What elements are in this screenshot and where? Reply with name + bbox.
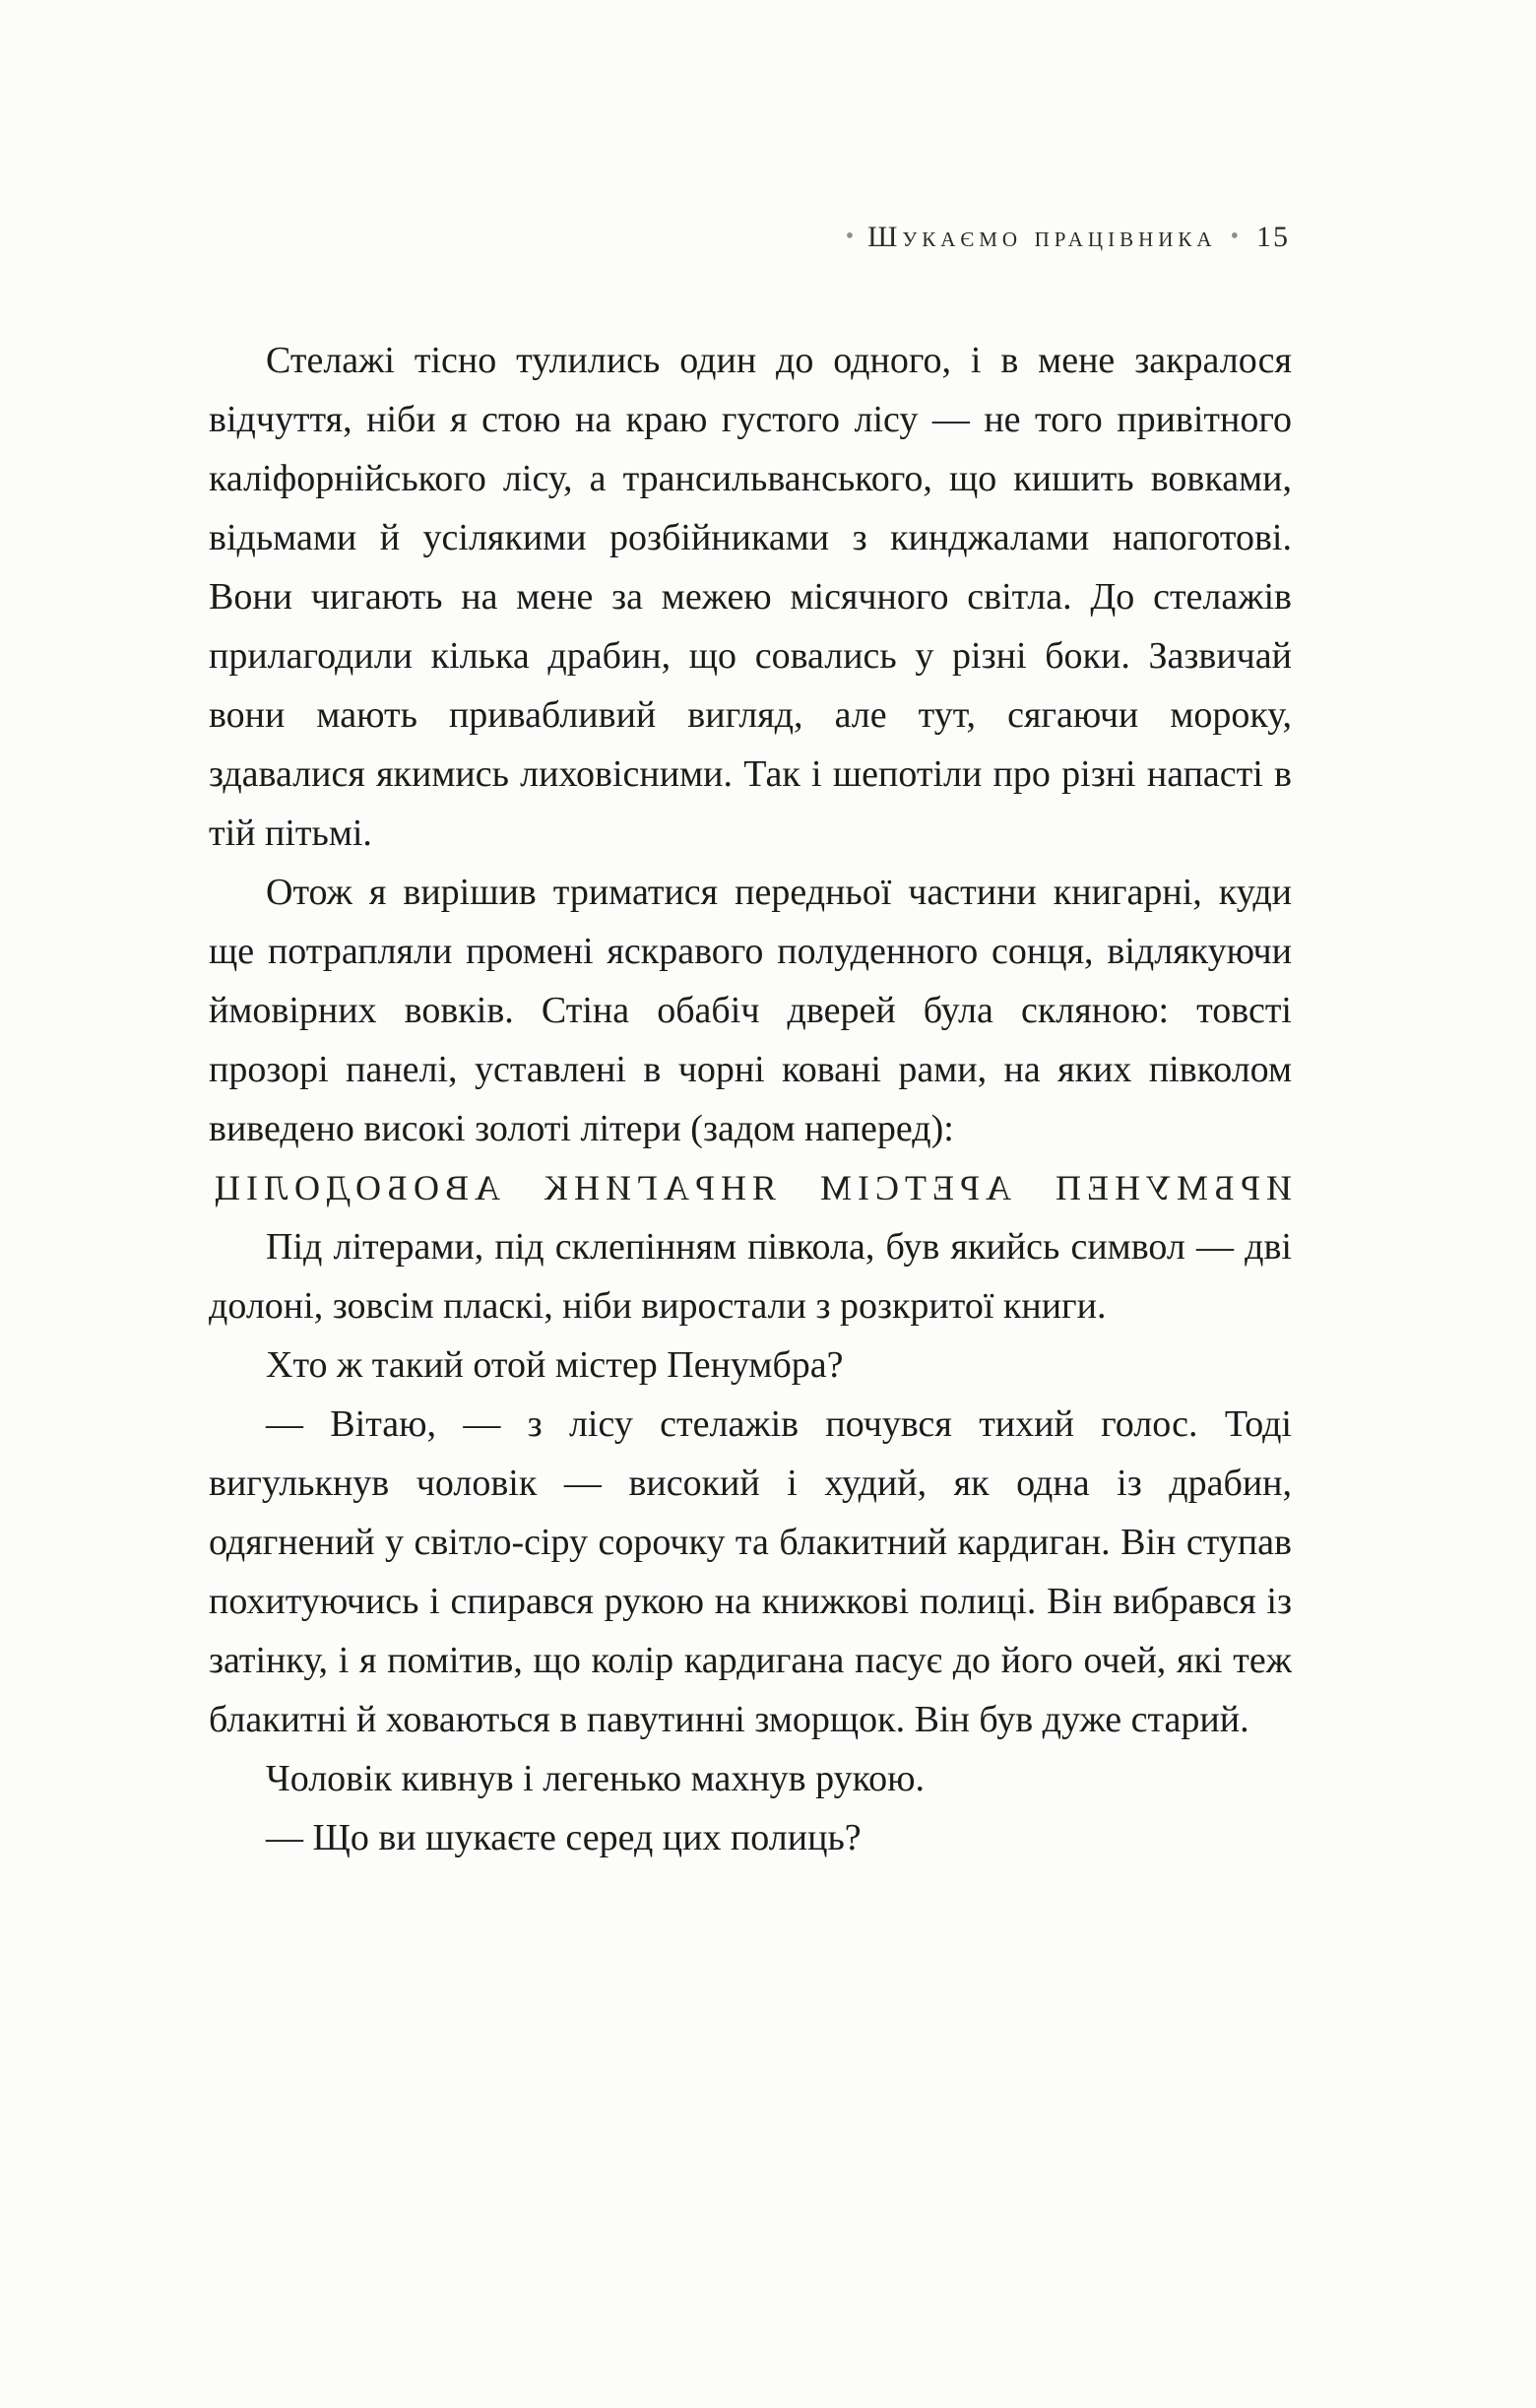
text-block — [209, 331, 1292, 1867]
paragraph: Чоловік кивнув і легенько махнув рукою. — [266, 1758, 926, 1799]
paragraph: Стелажі тісно тулились один до одного, і в мене закралося відчуття, ніби я стою на краю густого лісу — не того привітного каліфорнійського лісу, а трансильванського, що кишить вовками, відьмами й усілякими розбійниками з кинджалами напоготові. Вони чигають на мене за межею місячного світла. До стелажів прилагодили кілька драбин, що совались у різні боки. Зазвичай вони мають привабливий вигляд, але тут, сягаючи мороку, здавалися якимись лиховісними. Так і шепотіли про різні напасті в тій пітьмі. — [209, 340, 1292, 854]
page-number: 15 — [1256, 221, 1290, 253]
paragraph: Хто ж такий отой містер Пенумбра? — [266, 1344, 844, 1386]
header-title: Шукаємо працівника — [867, 221, 1217, 253]
paragraph: — Вітаю, — з лісу стелажів почувся тихий голос. Тоді вигулькнув чоловік — високий і худий, як одна із драбин, одягнений у світло-сіру сорочку та блакитний кардиган. Він ступав похитуючись і спирався рукою на книжкові полиці. Він вибрався із затінку, і я помітив, що колір кардигана пасує до його очей, які теж блакитні й ховаються в павутинні зморщок. Він був дуже старий. — [209, 1403, 1292, 1740]
paragraph: Отож я вирішив триматися передньої частини книгарні, куди ще потрапляли промені яскравого полуденного сонця, відлякуючи ймовірних вовків. Стіна обабіч дверей була скляною: товсті прозорі панелі, уставлені в чорні ковані рами, на яких півколом виведено високі золоті літери (задом наперед): — [209, 872, 1292, 1149]
bookstore-sign-mirrored: ЦІЛОДОБОВА КНИГАРНЯ МІСТЕРА ПЕНУМБРИ — [209, 1168, 1292, 1207]
paragraph: Під літерами, під склепінням півкола, був якийсь символ — дві долоні, зовсім пласкі, ніби виростали з розкритої книги. — [209, 1226, 1292, 1327]
running-header — [207, 221, 1290, 254]
header-bullet: • — [845, 224, 855, 249]
header-bullet: • — [1230, 224, 1239, 249]
paragraph: — Що ви шукаєте серед цих полиць? — [266, 1817, 862, 1858]
